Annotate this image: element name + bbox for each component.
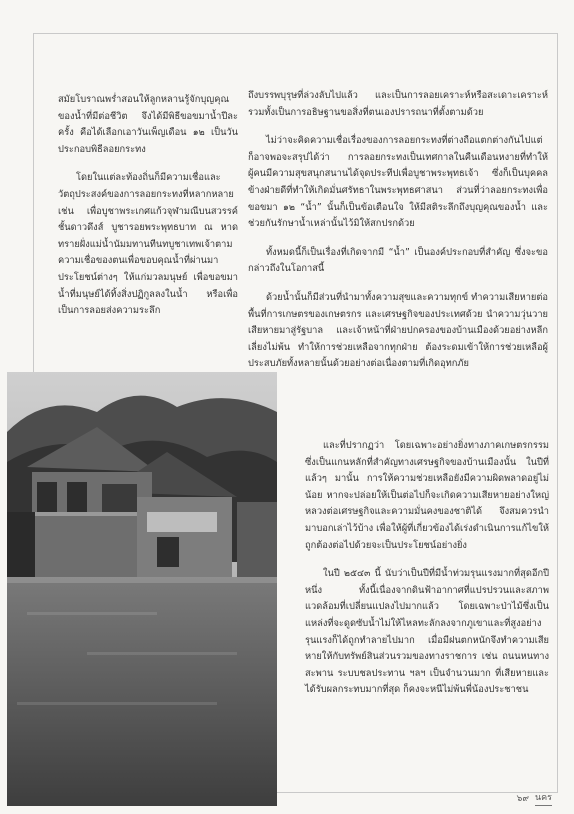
- paragraph: ทั้งหมดนี้ก็เป็นเรื่องที่เกิดจากมี “น้ำ” เป็นองค์ประกอบที่สำคัญ ซึ่งจะขอกล่าวถึงในโอกาสนี้: [248, 246, 548, 275]
- page-number: ๖๙: [516, 794, 529, 804]
- paragraph: สมัยโบราณพร่ำสอนให้ลูกหลานรู้จักบุญคุณของน้ำที่มีต่อชีวิต จึงได้มีพิธีขอขมาน้ำปีละครั้ง คือได้เลือกเอาวันเพ็ญเดือน ๑๒ เป็นวันประกอบพิธีลอยกระทง: [58, 94, 238, 155]
- paragraph: ถึงบรรพบุรุษที่ล่วงลับไปแล้ว และเป็นการลอยเคราะห์หรือสะเดาะเคราะห์รวมทั้งเป็นการอธิษฐานขอสิ่งที่ตนเองปรารถนาที่ตั้งตามด้วย: [248, 90, 548, 118]
- page-footer: [517, 790, 552, 806]
- magazine-logo: นคร: [535, 790, 552, 806]
- paragraph: และที่ปรากฏว่า โดยเฉพาะอย่างยิ่งทางภาคเกษตรกรรม ซึ่งเป็นแกนหลักที่สำคัญทางเศรษฐกิจของบ้านเมืองนั้น ในปีที่แล้วๆ มานั้น การให้ความช่วยเหลือยังมีความผิดพลาดอยู่ไม่น้อย หากจะปล่อยให้เป็นต่อไปก็จะเกิดความเสียหายอย่างใหญ่หลวงต่อเศรษฐกิจและความมั่นคงของชาติได้ จึงสมควรนำมาบอกเล่าไว้บ้าง เพื่อให้ผู้ที่เกี่ยวข้องได้เร่งดำเนินการแก้ไขให้ถูกต้องต่อไปด้วยจะเป็นประโยชน์อย่างยิ่ง: [305, 440, 549, 551]
- paragraph: ด้วยน้ำนั้นก็มีส่วนที่นำมาทั้งความสุขและความทุกข์ ทำความเสียหายต่อพื้นที่การเกษตรของเกษตรกร และเศรษฐกิจของประเทศด้วย นำความวุ่นวายเสียหายมาสู่รัฐบาล และเจ้าหน้าที่ฝ่ายปกครองของบ้านเมืองด้วยอย่างหลีกเลี่ยงไม่พ้น ทำให้การช่วยเหลือจากทุกฝ่าย ต้องระดมเข้าให้การช่วยเหลือผู้ประสบภัยทั้งหลายนั้นด้วยอย่างต่อเนื่องตามที่เกิดอุทกภัย: [248, 291, 548, 370]
- right-text-column: [248, 88, 548, 385]
- left-text-column: [58, 92, 238, 332]
- flood-house-photo: [7, 372, 277, 806]
- paragraph: ในปี ๒๕๔๓ นี้ นับว่าเป็นปีที่มีน้ำท่วมรุนแรงมากที่สุดอีกปีหนึ่ง ทั้งนี้เนื่องจากดินฟ้าอากาศที่แปรปรวนและสภาพแวดล้อมที่เปลี่ยนแปลงไปมากแล้ว โดยเฉพาะป่าไม้ซึ่งเป็นแหล่งที่จะดูดซับน้ำไม่ให้ไหลทะลักลงจากภูเขาและที่สูงอย่างรุนแรงก็ได้ถูกทำลายไปมาก เมื่อมีฝนตกหนักจึงทำความเสียหายให้กับทรัพย์สินส่วนรวมของทางราชการ เช่น ถนนหนทาง สะพาน ระบบชลประทาน ฯลฯ เป็นจำนวนมาก ที่เสียหายและได้รับผลกระทบมากที่สุด ก็คงจะหนีไม่พ้นพี่น้องประชาชน: [305, 568, 549, 696]
- paragraph: โดยในแต่ละท้องถิ่นก็มีความเชื่อและวัตถุประสงค์ของการลอยกระทงที่หลากหลาย เช่น เพื่อบูชาพระเกศแก้วจุฬามณีบนสวรรค์ชั้นดาวดึงส์ บูชารอยพระพุทธบาท ณ หาดทรายฝั่งแม่น้ำนัมมทานทีนทบูชาเทพเจ้าตามความเชื่อของตนเพื่อขอบคุณน้ำที่ผ่านมาประโยชน์ต่างๆ ให้แก่มวลมนุษย์ เพื่อขอขมาน้ำที่มนุษย์ได้ทิ้งสิ่งปฏิกูลลงในน้ำ หรือเพื่อเป็นการลอยส่งความระลึก: [58, 172, 238, 317]
- paragraph: ไม่ว่าจะคิดความเชื่อเรื่องของการลอยกระทงที่ต่างถือแตกต่างกันไปแต่ก็อาจพอจะสรุปได้ว่า การลอยกระทงเป็นเทศกาลในคืนเดือนหงายที่ทำให้ผู้คนมีความสุขสนุกสนานได้จุดประทีปเพื่อบูชาพระพุทธเจ้า ซึ่งก็เป็นบุคคลข้างฝ่ายดีที่ทำให้เกิดมั่นศรัทธาในพระพุทธศาสนา ส่วนที่ว่าลอยกระทงเพื่อขอขมา ๑๒ “น้ำ” นั้นก็เป็นข้อเตือนใจ ให้มีสติระลึกถึงบุญคุณของน้ำ และช่วยกันรักษาน้ำเหล่านั้นไว้มิให้สกปรกด้วย: [248, 135, 548, 230]
- lower-text-column: [305, 438, 549, 711]
